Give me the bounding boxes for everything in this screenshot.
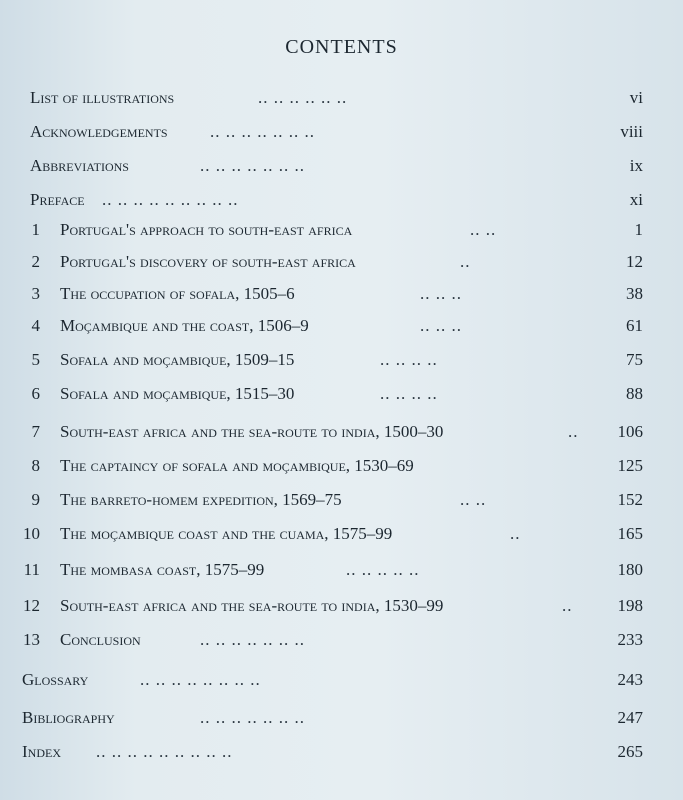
- page-number: xi: [629, 190, 643, 209]
- page-number: 12: [626, 252, 643, 271]
- page-number: 165: [617, 524, 643, 543]
- dot-leader: .. .. .. .. .. .. .. .. ..: [102, 190, 239, 209]
- dot-leader: .. .. .. .. .. .. ..: [200, 708, 305, 727]
- toc-entry: [0, 490, 683, 520]
- dot-leader: .. .. .. .. .. .. .. ..: [140, 670, 261, 689]
- page-number: 38: [626, 284, 643, 303]
- page-number: 75: [626, 350, 643, 369]
- dot-leader: .. ..: [470, 220, 497, 239]
- toc-entry-title: Moçambique and the coast, 1506–9: [60, 316, 309, 335]
- toc-entry-title: The occupation of sofala, 1505–6: [60, 284, 295, 303]
- dot-leader: .. .. .. ..: [380, 350, 438, 369]
- dot-leader: .. .. .. ..: [380, 384, 438, 403]
- toc-entry: [0, 630, 683, 660]
- dot-leader: .. ..: [460, 490, 487, 509]
- toc-entry: [0, 252, 683, 282]
- toc-entry: [0, 384, 683, 414]
- chapter-number: 2: [31, 252, 40, 271]
- chapter-number: 12: [23, 596, 40, 615]
- toc-entry: [0, 596, 683, 626]
- page-number: 198: [617, 596, 643, 615]
- toc-entry: [0, 708, 683, 738]
- chapter-number: 10: [23, 524, 40, 543]
- toc-entry-title: List of illustrations: [30, 88, 175, 107]
- toc-entry-title: Index: [22, 742, 61, 761]
- toc-entry: [0, 190, 683, 220]
- chapter-number: 1: [31, 220, 40, 239]
- chapter-number: 11: [23, 560, 40, 579]
- page-title: CONTENTS: [285, 36, 398, 58]
- toc-entry-title: Sofala and moçambique, 1515–30: [60, 384, 295, 403]
- toc-entry-title: South-east africa and the sea-route to india, 1530–99: [60, 596, 444, 615]
- page-number: viii: [620, 122, 643, 141]
- dot-leader: ..: [568, 422, 579, 441]
- dot-leader: .. .. .. .. .. .. .. .. ..: [96, 742, 233, 761]
- toc-entry: [0, 220, 683, 250]
- toc-entry: [0, 670, 683, 700]
- dot-leader: .. .. .. .. .. .. ..: [200, 156, 305, 175]
- page-number: 61: [626, 316, 643, 335]
- toc-entry-title: Sofala and moçambique, 1509–15: [60, 350, 295, 369]
- toc-entry-title: Portugal's approach to south-east africa: [60, 220, 353, 239]
- toc-entry-title: Preface: [30, 190, 85, 209]
- page-number: vi: [629, 88, 643, 107]
- toc-entry: [0, 560, 683, 590]
- toc-entry: [0, 350, 683, 380]
- page-number: 265: [617, 742, 643, 761]
- chapter-number: 6: [31, 384, 40, 403]
- toc-entry-title: Abbreviations: [30, 156, 129, 175]
- toc-entry: [0, 156, 683, 186]
- toc-entry-title: Bibliography: [22, 708, 115, 727]
- dot-leader: ..: [562, 596, 573, 615]
- dot-leader: .. .. .. .. ..: [346, 560, 420, 579]
- toc-entry: [0, 284, 683, 314]
- toc-entry: [0, 742, 683, 772]
- toc-entry-title: The mombasa coast, 1575–99: [60, 560, 265, 579]
- toc-entry-title: The moçambique coast and the cuama, 1575–99: [60, 524, 393, 543]
- chapter-number: 8: [31, 456, 40, 475]
- toc-entry-title: The barreto-homem expedition, 1569–75: [60, 490, 342, 509]
- dot-leader: .. .. .. .. .. ..: [258, 88, 348, 107]
- dot-leader: .. .. .. .. .. .. ..: [200, 630, 305, 649]
- toc-entry-title: Acknowledgements: [30, 122, 168, 141]
- page-number: 233: [617, 630, 643, 649]
- chapter-number: 5: [31, 350, 40, 369]
- dot-leader: .. .. ..: [420, 316, 462, 335]
- toc-entry-title: South-east africa and the sea-route to india, 1500–30: [60, 422, 444, 441]
- toc-entry: [0, 88, 683, 118]
- dot-leader: .. .. .. .. .. .. ..: [210, 122, 315, 141]
- toc-entry: [0, 456, 683, 486]
- page-number: 106: [617, 422, 643, 441]
- page-number: 247: [617, 708, 643, 727]
- page-number: 152: [617, 490, 643, 509]
- page-number: 125: [617, 456, 643, 475]
- chapter-number: 4: [31, 316, 40, 335]
- page-number: 243: [617, 670, 643, 689]
- toc-entry-title: Conclusion: [60, 630, 141, 649]
- page-number: 88: [626, 384, 643, 403]
- toc-entry: [0, 524, 683, 554]
- dot-leader: ..: [460, 252, 471, 271]
- chapter-number: 3: [31, 284, 40, 303]
- dot-leader: ..: [510, 524, 521, 543]
- chapter-number: 9: [31, 490, 40, 509]
- page-number: 1: [634, 220, 643, 239]
- toc-entry: [0, 422, 683, 452]
- dot-leader: .. .. ..: [420, 284, 462, 303]
- page-number: 180: [617, 560, 643, 579]
- chapter-number: 7: [31, 422, 40, 441]
- chapter-number: 13: [23, 630, 40, 649]
- toc-entry-title: The captaincy of sofala and moçambique, 1530–69: [60, 456, 414, 475]
- toc-entry: [0, 316, 683, 346]
- toc-entry-title: Glossary: [22, 670, 89, 689]
- toc-entry-title: Portugal's discovery of south-east africa: [60, 252, 356, 271]
- page-number: ix: [629, 156, 643, 175]
- toc-entry: [0, 122, 683, 152]
